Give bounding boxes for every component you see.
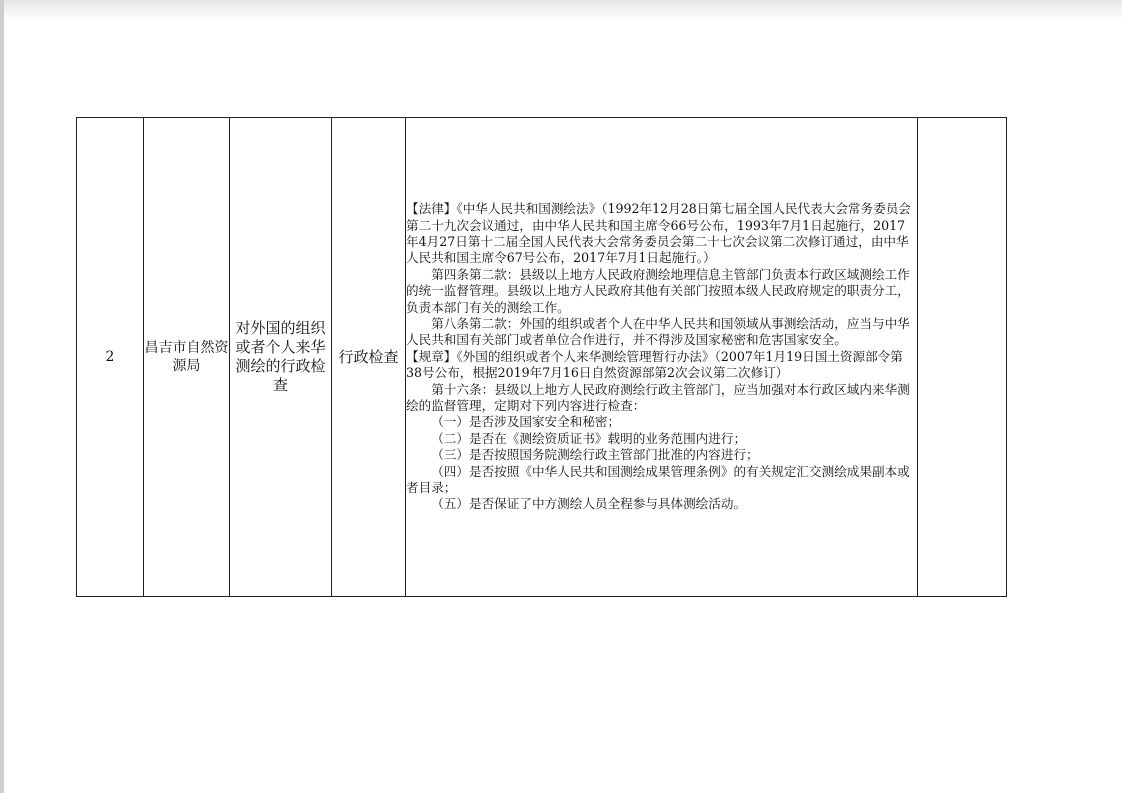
department-cell — [144, 118, 230, 597]
row-number: 2 — [105, 349, 115, 365]
scan-edge-top — [0, 0, 1122, 22]
item-name-cell — [230, 118, 332, 597]
remarks-cell — [918, 118, 1007, 597]
law-article-8: 第八条第二款：外国的组织或者个人在中华人民共和国领域从事测绘活动，应当与中华人民共和国有关部门或者单位合作进行，并不得涉及国家秘密和危害国家安全。 — [406, 315, 910, 348]
row-number-cell — [77, 118, 144, 597]
scan-edge-left — [0, 0, 4, 793]
regulation-article-16: 第十六条：县级以上地方人民政府测绘行政主管部门，应当加强对本行政区域内来华测绘的监督管理，定期对下列内容进行检查： — [406, 381, 910, 414]
inspection-item-2: （二）是否在《测绘资质证书》载明的业务范围内进行； — [431, 430, 747, 446]
table-row — [77, 118, 1007, 597]
legal-basis-cell — [406, 118, 918, 597]
category-cell — [332, 118, 406, 597]
regulation-header: 【规章】《外国的组织或者个人来华测绘管理暂行办法》（2007年1月19日国土资源部令第38号公布，根据2019年7月16日自然资源部第2次会议第二次修订） — [406, 348, 903, 381]
item-name: 对外国的组织或者个人来华测绘的行政检查 — [235, 319, 326, 394]
law-header: 【法律】《中华人民共和国测绘法》（1992年12月28日第七届全国人民代表大会常务委员会第二十九次会议通过，由中华人民共和国主席令66号公布，1993年7月1日起施行，2017年4月27日第十二届全国人民代表大会常务委员会第二十七次会议第二次修订通过，由中华人民共和国主席令67号公布，2017年7月1日起施行。） — [406, 201, 911, 266]
department-name: 昌吉市自然资源局 — [144, 340, 229, 374]
inspection-item-5: （五）是否保证了中方测绘人员全程参与具体测绘活动。 — [431, 496, 747, 512]
category: 行政检查 — [338, 347, 399, 366]
inspection-item-3: （三）是否按照国务院测绘行政主管部门批准的内容进行； — [431, 447, 759, 463]
inspection-item-1: （一）是否涉及国家安全和秘密； — [431, 414, 621, 430]
inspection-item-4: （四）是否按照《中华人民共和国测绘成果管理条例》的有关规定汇交测绘成果副本或者目录； — [406, 463, 910, 496]
enforcement-table — [76, 117, 1007, 597]
law-article-4: 第四条第二款：县级以上地方人民政府测绘地理信息主管部门负责本行政区域测绘工作的统一监督管理。县级以上地方人民政府其他有关部门按照本级人民政府规定的职责分工，负责本部门有关的测绘工作。 — [406, 266, 910, 315]
